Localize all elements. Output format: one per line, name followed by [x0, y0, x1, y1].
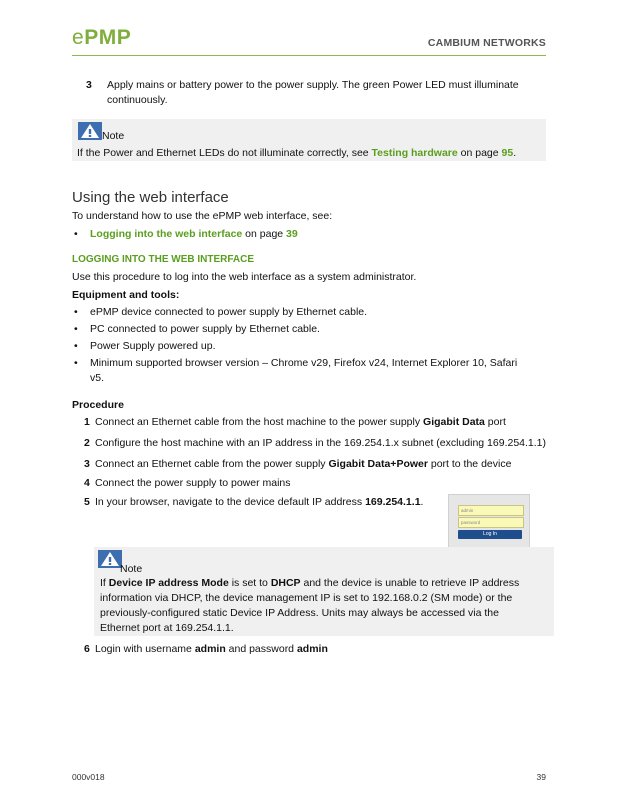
note-text: If Device IP address Mode is set to DHCP and the device is unable to retrieve IP address — [100, 577, 520, 589]
step-number: 3 — [86, 79, 92, 91]
note-icon — [98, 550, 122, 568]
step-number: 5 — [84, 496, 90, 508]
equip-item-cont: v5. — [90, 372, 105, 384]
bullet-icon: • — [74, 357, 78, 369]
login-screenshot — [448, 494, 530, 548]
logging-link[interactable]: Logging into the web interface — [90, 228, 243, 240]
equip-item: ePMP device connected to power supply by Ethernet cable. — [90, 306, 368, 318]
section-intro: To understand how to use the ePMP web interface, see: — [72, 210, 333, 222]
footer-page-number: 39 — [536, 772, 546, 782]
equip-item: Minimum supported browser version – Chrome v29, Firefox v24, Internet Explorer 10, Safari — [90, 357, 518, 369]
subsection-intro: Use this procedure to log into the web interface as a system administrator. — [72, 271, 417, 283]
epmp-logo: ePMP — [72, 26, 132, 49]
login-button[interactable]: Log In — [458, 530, 522, 539]
equip-item: PC connected to power supply by Ethernet cable. — [90, 323, 320, 335]
note-box — [94, 547, 554, 636]
step-text: Configure the host machine with an IP address in the 169.254.1.x subnet (excluding 169.254.1.1) — [95, 437, 547, 449]
procedure-heading: Procedure — [72, 399, 124, 411]
header-divider — [72, 55, 546, 56]
step-text: In your browser, navigate to the device default IP address 169.254.1.1. — [95, 496, 424, 508]
bullet-item: Logging into the web interface on page 39 — [90, 228, 298, 240]
page-39-link[interactable]: 39 — [286, 228, 298, 240]
step-text: Apply mains or battery power to the power supply. The green Power LED must illuminate — [107, 79, 519, 91]
bullet-icon: • — [74, 228, 78, 240]
note-text: previously-configured static Device IP Address. Units may always be accessed via the — [100, 607, 499, 619]
note-title: Note — [120, 563, 143, 575]
testing-hardware-link[interactable]: Testing hardware — [371, 147, 458, 159]
subsection-heading: LOGGING INTO THE WEB INTERFACE — [72, 254, 255, 265]
footer-doc-id: 000v018 — [72, 772, 105, 782]
step-number: 2 — [84, 437, 90, 449]
step-number: 3 — [84, 458, 90, 470]
note-text: Ethernet port at 169.254.1.1. — [100, 622, 234, 634]
step-number: 6 — [84, 643, 90, 655]
note-icon — [78, 122, 102, 140]
bullet-icon: • — [74, 323, 78, 335]
step-number: 4 — [84, 477, 90, 489]
step-text: Connect an Ethernet cable from the host machine to the power supply Gigabit Data port — [95, 416, 506, 428]
password-field[interactable]: password — [458, 517, 524, 528]
note-text: If the Power and Ethernet LEDs do not illuminate correctly, see Testing hardware on page 95. — [77, 147, 517, 159]
username-field[interactable]: admin — [458, 505, 524, 516]
section-title: Using the web interface — [72, 189, 229, 206]
note-box — [72, 119, 546, 161]
step-text: Connect an Ethernet cable from the power supply Gigabit Data+Power port to the device — [95, 458, 512, 470]
equipment-heading: Equipment and tools: — [72, 289, 180, 301]
bullet-icon: • — [74, 340, 78, 352]
step-text: Login with username admin and password admin — [95, 643, 328, 655]
step-text-cont: continuously. — [107, 94, 168, 106]
step-text: Connect the power supply to power mains — [95, 477, 291, 489]
note-title: Note — [102, 130, 125, 142]
equip-item: Power Supply powered up. — [90, 340, 216, 352]
page-95-link[interactable]: 95 — [501, 147, 514, 159]
bullet-icon: • — [74, 306, 78, 318]
company-name: CAMBIUM NETWORKS — [427, 37, 546, 49]
step-number: 1 — [84, 416, 90, 428]
note-text: information via DHCP, the device management IP is set to 192.168.0.2 (SM mode) or the — [100, 592, 513, 604]
